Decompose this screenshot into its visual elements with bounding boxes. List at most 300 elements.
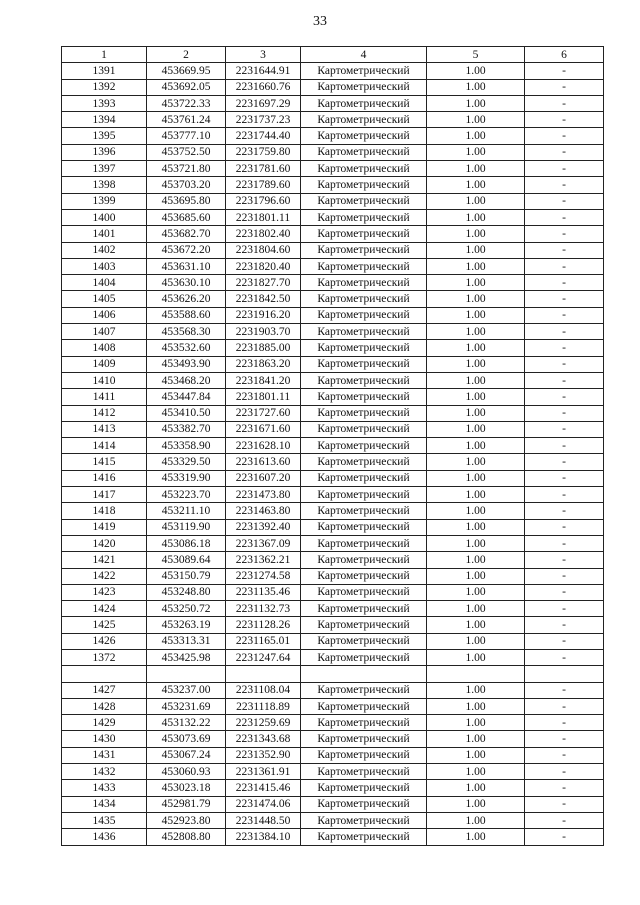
table-cell: 453086.18: [147, 535, 226, 551]
table-gap: [62, 666, 604, 682]
table-cell: 1.00: [427, 291, 525, 307]
table-cell: 1.00: [427, 63, 525, 79]
table-cell: 1.00: [427, 324, 525, 340]
table-cell: 2231118.89: [226, 698, 301, 714]
table-cell: -: [525, 487, 604, 503]
table-cell: 2231801.11: [226, 209, 301, 225]
table-cell: Картометрический: [301, 552, 427, 568]
table-cell: -: [525, 356, 604, 372]
table-cell: 453248.80: [147, 584, 226, 600]
table-cell: Картометрический: [301, 764, 427, 780]
table-cell: -: [525, 161, 604, 177]
table-cell: 1.00: [427, 470, 525, 486]
table-row: [62, 519, 604, 535]
table-cell: 2231473.80: [226, 487, 301, 503]
table-cell: Картометрический: [301, 503, 427, 519]
table-cell: 2231448.50: [226, 812, 301, 828]
table-cell: 2231259.69: [226, 715, 301, 731]
table-cell: 2231613.60: [226, 454, 301, 470]
table-cell: 1419: [62, 519, 147, 535]
table-cell: Картометрический: [301, 242, 427, 258]
table-cell: 1424: [62, 601, 147, 617]
table-cell: -: [525, 177, 604, 193]
table-cell: -: [525, 389, 604, 405]
table-cell: 2231415.46: [226, 780, 301, 796]
table-cell: 453777.10: [147, 128, 226, 144]
table-cell: Картометрический: [301, 829, 427, 845]
table-cell: -: [525, 649, 604, 665]
table-row: [62, 291, 604, 307]
table-cell: Картометрический: [301, 79, 427, 95]
table-cell: Картометрический: [301, 324, 427, 340]
table-cell: 453682.70: [147, 226, 226, 242]
table-cell: 1415: [62, 454, 147, 470]
table-cell: Картометрический: [301, 275, 427, 291]
table-cell: 453313.31: [147, 633, 226, 649]
table-cell: 1422: [62, 568, 147, 584]
table-cell: 2231744.40: [226, 128, 301, 144]
table-row: [62, 258, 604, 274]
table-cell: 2231644.91: [226, 63, 301, 79]
table-cell: -: [525, 829, 604, 845]
table-cell: -: [525, 193, 604, 209]
table-cell: 453250.72: [147, 601, 226, 617]
table-cell: 453626.20: [147, 291, 226, 307]
table-row: [62, 715, 604, 731]
table-cell: 1.00: [427, 144, 525, 160]
table-cell: 2231903.70: [226, 324, 301, 340]
table-cell: Картометрический: [301, 209, 427, 225]
table-row: [62, 242, 604, 258]
table-row: [62, 796, 604, 812]
table-cell: [62, 666, 147, 682]
table-cell: Картометрический: [301, 226, 427, 242]
table-cell: 453630.10: [147, 275, 226, 291]
table-cell: -: [525, 209, 604, 225]
table-cell: Картометрический: [301, 812, 427, 828]
table-cell: -: [525, 226, 604, 242]
table-cell: -: [525, 79, 604, 95]
table-cell: 1.00: [427, 389, 525, 405]
table-cell: 1394: [62, 112, 147, 128]
table-cell: 1420: [62, 535, 147, 551]
table-cell: 1.00: [427, 568, 525, 584]
table-cell: Картометрический: [301, 470, 427, 486]
table-cell: 2231671.60: [226, 421, 301, 437]
table-cell: 453319.90: [147, 470, 226, 486]
table-cell: 1411: [62, 389, 147, 405]
table-cell: 2231128.26: [226, 617, 301, 633]
table-row: [62, 209, 604, 225]
table-cell: 453468.20: [147, 372, 226, 388]
table-cell: 2231804.60: [226, 242, 301, 258]
table-cell: -: [525, 307, 604, 323]
table-cell: 1431: [62, 747, 147, 763]
table-cell: 2231474.06: [226, 796, 301, 812]
table-cell: -: [525, 128, 604, 144]
table-cell: 1403: [62, 258, 147, 274]
table-cell: 1412: [62, 405, 147, 421]
table-cell: 2231820.40: [226, 258, 301, 274]
table-cell: 1432: [62, 764, 147, 780]
table-row: [62, 356, 604, 372]
table-cell: 1.00: [427, 812, 525, 828]
table-cell: 1.00: [427, 454, 525, 470]
table-cell: 2231247.64: [226, 649, 301, 665]
table-cell: 452808.80: [147, 829, 226, 845]
table-cell: 453631.10: [147, 258, 226, 274]
table-cell: 453023.18: [147, 780, 226, 796]
header-cell: 3: [226, 47, 301, 63]
table-cell: 1418: [62, 503, 147, 519]
table-cell: 2231367.09: [226, 535, 301, 551]
table-cell: -: [525, 780, 604, 796]
table-cell: Картометрический: [301, 731, 427, 747]
table-cell: -: [525, 764, 604, 780]
table-row: [62, 438, 604, 454]
table-cell: 2231759.80: [226, 144, 301, 160]
table-cell: 452923.80: [147, 812, 226, 828]
table-row: [62, 601, 604, 617]
table-cell: 2231885.00: [226, 340, 301, 356]
table-cell: 1.00: [427, 258, 525, 274]
table-cell: 2231827.70: [226, 275, 301, 291]
table-cell: 1430: [62, 731, 147, 747]
page-number: 33: [313, 14, 327, 29]
table-cell: Картометрический: [301, 454, 427, 470]
table-row: [62, 112, 604, 128]
table-cell: 2231361.91: [226, 764, 301, 780]
table-row: [62, 568, 604, 584]
table-cell: 1405: [62, 291, 147, 307]
empty-separator-row: [62, 666, 604, 682]
table-cell: 1396: [62, 144, 147, 160]
table-cell: 1372: [62, 649, 147, 665]
table-row: [62, 649, 604, 665]
table-cell: 1395: [62, 128, 147, 144]
table-cell: 2231737.23: [226, 112, 301, 128]
table-cell: Картометрический: [301, 747, 427, 763]
table-cell: 2231343.68: [226, 731, 301, 747]
table-cell: 453695.80: [147, 193, 226, 209]
table-cell: 1.00: [427, 421, 525, 437]
table-cell: 1.00: [427, 584, 525, 600]
table-cell: 2231789.60: [226, 177, 301, 193]
table-cell: 453568.30: [147, 324, 226, 340]
table-cell: 1.00: [427, 128, 525, 144]
table-cell: -: [525, 438, 604, 454]
table-cell: Картометрический: [301, 519, 427, 535]
table-row: [62, 698, 604, 714]
table-cell: 1427: [62, 682, 147, 698]
table-cell: 2231463.80: [226, 503, 301, 519]
table-cell: 453067.24: [147, 747, 226, 763]
table-cell: 1.00: [427, 209, 525, 225]
table-header: [62, 47, 604, 63]
table-cell: 2231607.20: [226, 470, 301, 486]
header-cell: 2: [147, 47, 226, 63]
table-row: [62, 307, 604, 323]
table-row: [62, 405, 604, 421]
table-cell: 1.00: [427, 649, 525, 665]
table-cell: 2231842.50: [226, 291, 301, 307]
table-row: [62, 421, 604, 437]
table-row: [62, 372, 604, 388]
table-cell: 2231697.29: [226, 95, 301, 111]
table-cell: 1.00: [427, 79, 525, 95]
table-cell: 453692.05: [147, 79, 226, 95]
table-cell: 1426: [62, 633, 147, 649]
table-cell: Картометрический: [301, 112, 427, 128]
table-row: [62, 95, 604, 111]
table-cell: 2231781.60: [226, 161, 301, 177]
table-cell: 1399: [62, 193, 147, 209]
table-cell: 2231916.20: [226, 307, 301, 323]
header-cell: 1: [62, 47, 147, 63]
table-cell: 453119.90: [147, 519, 226, 535]
table-cell: Картометрический: [301, 144, 427, 160]
table-cell: -: [525, 682, 604, 698]
table-cell: -: [525, 617, 604, 633]
table-cell: Картометрический: [301, 63, 427, 79]
table-cell: -: [525, 715, 604, 731]
table-cell: 1.00: [427, 780, 525, 796]
table-cell: Картометрический: [301, 796, 427, 812]
table-cell: -: [525, 144, 604, 160]
table-cell: -: [525, 747, 604, 763]
table-cell: 1.00: [427, 715, 525, 731]
table-cell: -: [525, 552, 604, 568]
header-cell: 5: [427, 47, 525, 63]
table-cell: 1.00: [427, 242, 525, 258]
table-cell: 452981.79: [147, 796, 226, 812]
table-cell: Картометрический: [301, 649, 427, 665]
table-row: [62, 226, 604, 242]
table-cell: Картометрический: [301, 291, 427, 307]
table-cell: -: [525, 584, 604, 600]
table-cell: 453752.50: [147, 144, 226, 160]
table-cell: Картометрический: [301, 128, 427, 144]
table-cell: 1.00: [427, 552, 525, 568]
table-cell: 1.00: [427, 487, 525, 503]
table-cell: 2231274.58: [226, 568, 301, 584]
table-cell: 453761.24: [147, 112, 226, 128]
table-cell: 1423: [62, 584, 147, 600]
table-cell: 2231392.40: [226, 519, 301, 535]
table-cell: 2231362.21: [226, 552, 301, 568]
table-cell: Картометрический: [301, 682, 427, 698]
table-cell: 2231796.60: [226, 193, 301, 209]
table-cell: 453231.69: [147, 698, 226, 714]
table-cell: 1.00: [427, 340, 525, 356]
table-cell: 2231628.10: [226, 438, 301, 454]
table-row: [62, 829, 604, 845]
table-cell: 2231801.11: [226, 389, 301, 405]
table-cell: 1.00: [427, 193, 525, 209]
table-row: [62, 633, 604, 649]
table-cell: Картометрический: [301, 568, 427, 584]
table-cell: -: [525, 95, 604, 111]
table-cell: 453410.50: [147, 405, 226, 421]
table-cell: -: [525, 291, 604, 307]
table-body-block2: [62, 682, 604, 845]
table-cell: -: [525, 698, 604, 714]
table-cell: 1402: [62, 242, 147, 258]
table-cell: 1.00: [427, 796, 525, 812]
table-cell: 453089.64: [147, 552, 226, 568]
table-cell: [147, 666, 226, 682]
table-cell: 1409: [62, 356, 147, 372]
table-cell: 1.00: [427, 275, 525, 291]
table-row: [62, 780, 604, 796]
table-cell: 453060.93: [147, 764, 226, 780]
table-cell: 453237.00: [147, 682, 226, 698]
table-cell: 2231352.90: [226, 747, 301, 763]
table-cell: Картометрический: [301, 698, 427, 714]
table-cell: [427, 666, 525, 682]
table-cell: 453211.10: [147, 503, 226, 519]
table-cell: Картометрический: [301, 487, 427, 503]
table-cell: 1391: [62, 63, 147, 79]
table-cell: 1.00: [427, 731, 525, 747]
table-row: [62, 584, 604, 600]
table-cell: Картометрический: [301, 389, 427, 405]
table-cell: 453329.50: [147, 454, 226, 470]
table-cell: Картометрический: [301, 584, 427, 600]
table-cell: Картометрический: [301, 95, 427, 111]
table-cell: -: [525, 275, 604, 291]
table-cell: 1.00: [427, 601, 525, 617]
table-cell: Картометрический: [301, 715, 427, 731]
table-cell: -: [525, 601, 604, 617]
table-cell: 453721.80: [147, 161, 226, 177]
table-cell: 453669.95: [147, 63, 226, 79]
table-cell: 1397: [62, 161, 147, 177]
table-cell: 1404: [62, 275, 147, 291]
table-row: [62, 454, 604, 470]
table-cell: Картометрический: [301, 258, 427, 274]
table-cell: 1.00: [427, 405, 525, 421]
table-cell: 1414: [62, 438, 147, 454]
table-cell: Картометрический: [301, 633, 427, 649]
table-cell: -: [525, 568, 604, 584]
table-row: [62, 128, 604, 144]
table-cell: 453382.70: [147, 421, 226, 437]
table-cell: 1429: [62, 715, 147, 731]
table-cell: 453425.98: [147, 649, 226, 665]
table-cell: 1.00: [427, 503, 525, 519]
table-cell: 1.00: [427, 95, 525, 111]
table-cell: 1.00: [427, 617, 525, 633]
table-cell: 1417: [62, 487, 147, 503]
table-cell: [301, 666, 427, 682]
table-cell: 1.00: [427, 829, 525, 845]
table-cell: 1.00: [427, 112, 525, 128]
header-row: [62, 47, 604, 63]
table-cell: 2231660.76: [226, 79, 301, 95]
table-cell: 453588.60: [147, 307, 226, 323]
table-cell: Картометрический: [301, 601, 427, 617]
table-cell: 453223.70: [147, 487, 226, 503]
table-cell: 1.00: [427, 764, 525, 780]
table-cell: 2231165.01: [226, 633, 301, 649]
table-cell: [226, 666, 301, 682]
header-cell: 4: [301, 47, 427, 63]
table-cell: 1.00: [427, 519, 525, 535]
table-cell: 1.00: [427, 438, 525, 454]
table-cell: 453703.20: [147, 177, 226, 193]
table-cell: 453263.19: [147, 617, 226, 633]
table-cell: -: [525, 421, 604, 437]
table-cell: 1421: [62, 552, 147, 568]
table-row: [62, 552, 604, 568]
table-cell: Картометрический: [301, 617, 427, 633]
table-row: [62, 275, 604, 291]
table-cell: -: [525, 519, 604, 535]
table-row: [62, 79, 604, 95]
table-cell: 1407: [62, 324, 147, 340]
table-cell: -: [525, 340, 604, 356]
table-row: [62, 812, 604, 828]
table-cell: 1413: [62, 421, 147, 437]
coordinates-table: [61, 46, 604, 846]
table-cell: 453685.60: [147, 209, 226, 225]
table-row: [62, 535, 604, 551]
table-cell: Картометрический: [301, 161, 427, 177]
table-cell: 1.00: [427, 161, 525, 177]
table-row: [62, 63, 604, 79]
table-cell: -: [525, 503, 604, 519]
table-row: [62, 503, 604, 519]
table-row: [62, 177, 604, 193]
table-row: [62, 144, 604, 160]
table-cell: -: [525, 324, 604, 340]
table-row: [62, 324, 604, 340]
table-cell: 453073.69: [147, 731, 226, 747]
table-cell: -: [525, 112, 604, 128]
table-body-block1: [62, 63, 604, 666]
table-cell: 2231135.46: [226, 584, 301, 600]
table-cell: 1.00: [427, 633, 525, 649]
table-cell: Картометрический: [301, 340, 427, 356]
table-cell: 1.00: [427, 535, 525, 551]
table-cell: 453132.22: [147, 715, 226, 731]
table-cell: -: [525, 454, 604, 470]
table-row: [62, 617, 604, 633]
table-cell: 1.00: [427, 372, 525, 388]
table-cell: 453447.84: [147, 389, 226, 405]
table-row: [62, 470, 604, 486]
table-cell: 1435: [62, 812, 147, 828]
table-cell: 1392: [62, 79, 147, 95]
table-cell: 2231841.20: [226, 372, 301, 388]
table-cell: -: [525, 470, 604, 486]
table-cell: [525, 666, 604, 682]
table-cell: 1.00: [427, 682, 525, 698]
table-cell: 453532.60: [147, 340, 226, 356]
table-cell: 2231802.40: [226, 226, 301, 242]
table-cell: Картометрический: [301, 356, 427, 372]
table-cell: Картометрический: [301, 438, 427, 454]
table-cell: Картометрический: [301, 535, 427, 551]
table-cell: 1.00: [427, 698, 525, 714]
table-cell: 1433: [62, 780, 147, 796]
table-cell: 1406: [62, 307, 147, 323]
table-cell: 1.00: [427, 226, 525, 242]
table-cell: 1.00: [427, 177, 525, 193]
table-cell: 2231132.73: [226, 601, 301, 617]
table-row: [62, 682, 604, 698]
